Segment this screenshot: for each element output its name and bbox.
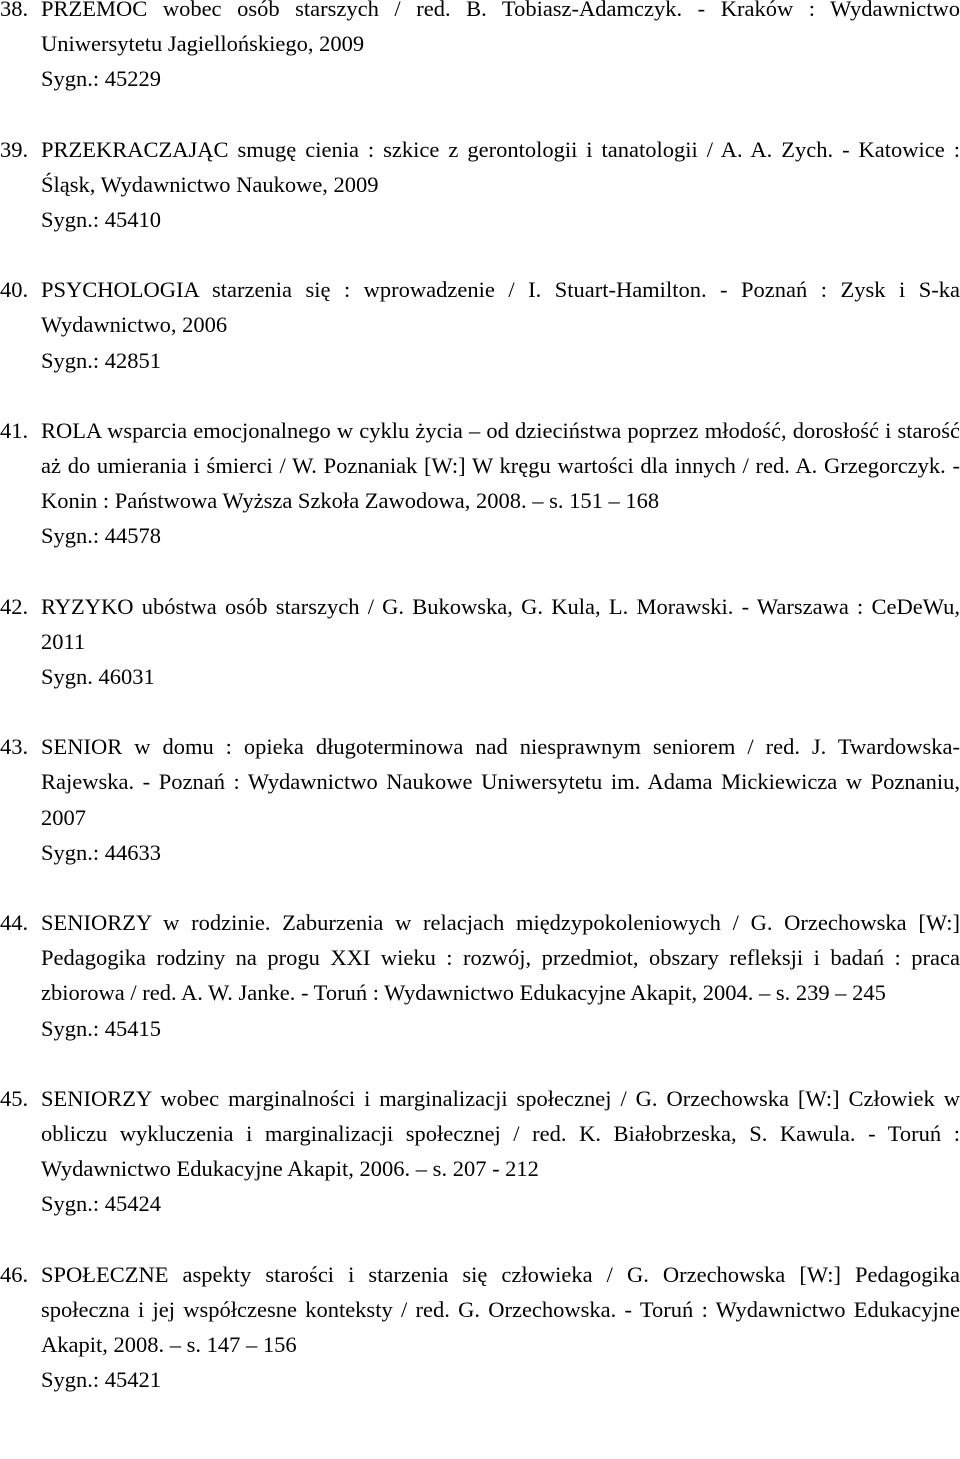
bibliography-entry-43: [0, 729, 960, 870]
entry-citation: SENIOR w domu : opieka długoterminowa nad niesprawnym seniorem / red. J. Twardowska-Rajewska. - Poznań : Wydawnictwo Naukowe Uniwersytetu im. Adama Mickiewicza w Poznaniu, 2007: [41, 734, 960, 830]
entry-citation: SPOŁECZNE aspekty starości i starzenia się człowieka / G. Orzechowska [W:] Pedagogika społeczna i jej współczesne konteksty / red. G. Orzechowska. - Toruń : Wydawnictwo Edukacyjne Akapit, 2008. – s. 147 – 156: [41, 1261, 960, 1358]
entry-number: 40.: [0, 277, 29, 303]
entry-call-number: Sygn.: 45410: [41, 207, 162, 233]
entry-number: 39.: [0, 136, 29, 162]
entry-citation: PRZEMOC wobec osób starszych / red. B. Tobiasz-Adamczyk. - Kraków : Wydawnictwo Uniwersytetu Jagiellońskiego, 2009: [41, 0, 960, 57]
entry-citation: RYZYKO ubóstwa osób starszych / G. Bukowska, G. Kula, L. Morawski. - Warszawa : CeDeWu, 2011: [41, 593, 960, 654]
bibliography-entry-42: [0, 589, 960, 695]
bibliography-entry-44: [0, 905, 960, 1046]
bibliography-entry-45: [0, 1081, 960, 1222]
entry-call-number: Sygn.: 44578: [41, 523, 162, 549]
entry-call-number: Sygn.: 45415: [41, 1015, 162, 1041]
entry-number: 43.: [0, 734, 29, 760]
entry-call-number: Sygn.: 45424: [41, 1191, 162, 1217]
bibliography-entry-41: [0, 413, 960, 554]
entry-citation: ROLA wsparcia emocjonalnego w cyklu życia – od dzieciństwa poprzez młodość, dorosłość i starość aż do umierania i śmierci / W. Poznaniak [W:] W kręgu wartości dla innych / red. A. Grzegorczyk. - Konin : Państwowa Wyższa Szkoła Zawodowa, 2008. – s. 151 – 168: [41, 417, 960, 514]
entry-number: 44.: [0, 910, 29, 936]
bibliography-entry-39: [0, 132, 960, 238]
entry-call-number: Sygn.: 44633: [41, 839, 162, 865]
entry-call-number: Sygn.: 42851: [41, 347, 162, 373]
entry-call-number: Sygn. 46031: [41, 664, 155, 690]
entry-call-number: Sygn.: 45229: [41, 66, 162, 92]
entry-number: 41.: [0, 417, 29, 443]
bibliography-entry-40: [0, 272, 960, 378]
entry-citation: PSYCHOLOGIA starzenia się : wprowadzenie / I. Stuart-Hamilton. - Poznań : Zysk i S-ka Wydawnictwo, 2006: [41, 277, 960, 338]
entry-number: 45.: [0, 1085, 29, 1111]
bibliography-entry-46: [0, 1257, 960, 1398]
entry-citation: SENIORZY w rodzinie. Zaburzenia w relacjach międzypokoleniowych / G. Orzechowska [W:] Pedagogika rodziny na progu XXI wieku : rozwój, przedmiot, obszary refleksji i badań : praca zbiorowa / red. A. W. Janke. - Toruń : Wydawnictwo Edukacyjne Akapit, 2004. – s. 239 – 245: [41, 910, 960, 1006]
entry-citation: SENIORZY wobec marginalności i marginalizacji społecznej / G. Orzechowska [W:] Człowiek w obliczu wykluczenia i marginalizacji społecznej / red. K. Białobrzeska, S. Kawula. - Toruń : Wydawnictwo Edukacyjne Akapit, 2006. – s. 207 - 212: [41, 1085, 960, 1182]
entry-number: 42.: [0, 593, 29, 619]
entry-number: 38.: [0, 0, 29, 21]
entry-number: 46.: [0, 1261, 29, 1287]
bibliography-entry-38: [0, 0, 960, 97]
entry-citation: PRZEKRACZAJĄC smugę cienia : szkice z gerontologii i tanatologii / A. A. Zych. - Katowice : Śląsk, Wydawnictwo Naukowe, 2009: [41, 136, 960, 197]
entry-call-number: Sygn.: 45421: [41, 1367, 162, 1393]
